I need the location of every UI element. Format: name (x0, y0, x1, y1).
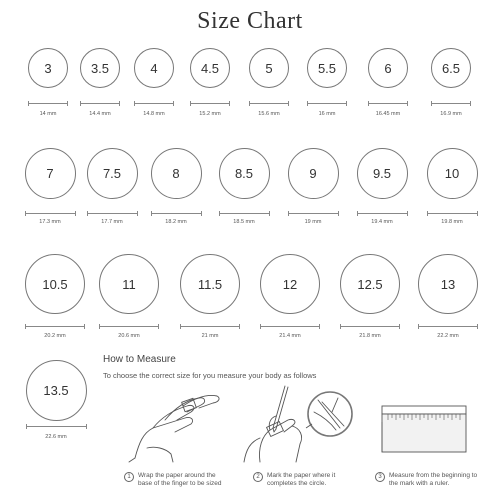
size-label: 6.5 (441, 60, 461, 76)
diameter-mm-label: 21.4 mm (279, 333, 301, 339)
step-2-number: 2 (253, 472, 263, 482)
diameter-line (249, 101, 289, 106)
diameter-mm-label: 19 mm (304, 219, 322, 225)
diameter-line (307, 101, 347, 106)
size-circle (340, 254, 400, 314)
size-label: 3 (44, 60, 52, 76)
step-1-line-2: base of the finger to be sized (138, 480, 222, 487)
size-label: 5.5 (317, 60, 337, 76)
diameter-mm-label: 17.7 mm (101, 219, 123, 225)
diameter-mm-label: 14 mm (39, 111, 57, 117)
pen-mark-illustration (240, 382, 365, 464)
page-title: Size Chart (197, 8, 303, 34)
step-2 (253, 472, 335, 488)
step-3-number: 3 (375, 472, 385, 482)
diameter-mm-label: 18.5 mm (233, 219, 255, 225)
size-label: 8 (172, 165, 180, 181)
diameter-line (219, 211, 270, 216)
size-circle (28, 48, 68, 88)
size-circle (357, 148, 408, 199)
size-label: 7.5 (102, 165, 122, 181)
size-circle (80, 48, 120, 88)
size-label: 10.5 (42, 276, 68, 292)
size-label: 12.5 (357, 276, 383, 292)
diameter-line (151, 211, 202, 216)
diameter-mm-label: 17.3 mm (39, 219, 61, 225)
step-1-number: 1 (124, 472, 134, 482)
diameter-mm-label: 19.4 mm (371, 219, 393, 225)
size-circle (99, 254, 159, 314)
size-label: 12 (282, 276, 298, 292)
diameter-line (418, 324, 478, 329)
diameter-line (288, 211, 339, 216)
size-label: 11 (122, 276, 136, 292)
size-circle (249, 48, 289, 88)
diameter-line (99, 324, 159, 329)
size-circle (288, 148, 339, 199)
size-label: 4 (150, 60, 158, 76)
diameter-mm-label: 19.8 mm (441, 219, 463, 225)
size-circle (307, 48, 347, 88)
diameter-mm-label: 22.2 mm (437, 333, 459, 339)
size-circle (25, 148, 76, 199)
diameter-mm-label: 20.6 mm (118, 333, 140, 339)
size-label: 11.5 (197, 276, 223, 292)
step-1 (124, 472, 221, 488)
size-circle (87, 148, 138, 199)
size-label: 9.5 (372, 165, 392, 181)
diameter-line (190, 101, 230, 106)
how-to-title: How to Measure (103, 354, 176, 365)
diameter-line (25, 324, 85, 329)
step-2-line-1: Mark the paper where it (267, 472, 336, 479)
size-circle (134, 48, 174, 88)
size-circle (431, 48, 471, 88)
step-3-text (389, 472, 477, 488)
step-2-text (267, 472, 335, 488)
diameter-line (260, 324, 320, 329)
size-label: 7 (46, 165, 54, 181)
diameter-line (28, 101, 68, 106)
diameter-line (80, 101, 120, 106)
size-circle (25, 254, 85, 314)
diameter-line (340, 324, 400, 329)
diameter-mm-label: 16 mm (318, 111, 336, 117)
step-2-line-2: completes the circle. (267, 480, 327, 487)
how-to-subtitle: To choose the correct size for you measure your body as follows (103, 371, 317, 380)
diameter-mm-label: 20.2 mm (44, 333, 66, 339)
diameter-line (180, 324, 240, 329)
diameter-mm-label: 15.2 mm (199, 111, 221, 117)
size-circle (418, 254, 478, 314)
diameter-mm-label: 22.6 mm (45, 434, 67, 440)
size-label: 9 (309, 165, 317, 181)
diameter-line (427, 211, 478, 216)
size-label: 13 (440, 276, 456, 292)
diameter-line (431, 101, 471, 106)
diameter-mm-label: 21.8 mm (359, 333, 381, 339)
diameter-line (25, 211, 76, 216)
size-circle (190, 48, 230, 88)
size-circle (180, 254, 240, 314)
diameter-mm-label: 14.8 mm (143, 111, 165, 117)
step-3-line-2: the mark with a ruler. (389, 480, 450, 487)
hand-wrap-illustration (125, 388, 235, 463)
diameter-line (134, 101, 174, 106)
size-circle (368, 48, 408, 88)
diameter-mm-label: 18.2 mm (165, 219, 187, 225)
size-circle (427, 148, 478, 199)
size-label: 5 (265, 60, 273, 76)
size-label: 4.5 (200, 60, 220, 76)
diameter-mm-label: 14.4 mm (89, 111, 111, 117)
ruler-illustration (378, 402, 470, 462)
diameter-line (26, 424, 87, 429)
diameter-line (368, 101, 408, 106)
diameter-line (357, 211, 408, 216)
size-circle (26, 360, 87, 421)
diameter-mm-label: 21 mm (201, 333, 219, 339)
size-circle (151, 148, 202, 199)
diameter-mm-label: 16.45 mm (375, 111, 401, 117)
size-label: 6 (384, 60, 392, 76)
size-circle (219, 148, 270, 199)
diameter-mm-label: 15.6 mm (258, 111, 280, 117)
step-3 (375, 472, 477, 488)
step-3-line-1: Measure from the beginning to (389, 472, 478, 479)
size-circle (260, 254, 320, 314)
step-1-text (138, 472, 221, 488)
size-label: 10 (444, 165, 460, 181)
diameter-line (87, 211, 138, 216)
step-1-line-1: Wrap the paper around the (138, 472, 216, 479)
size-label: 3.5 (90, 60, 110, 76)
size-label: 13.5 (43, 382, 69, 398)
diameter-mm-label: 16.9 mm (440, 111, 462, 117)
size-label: 8.5 (234, 165, 254, 181)
